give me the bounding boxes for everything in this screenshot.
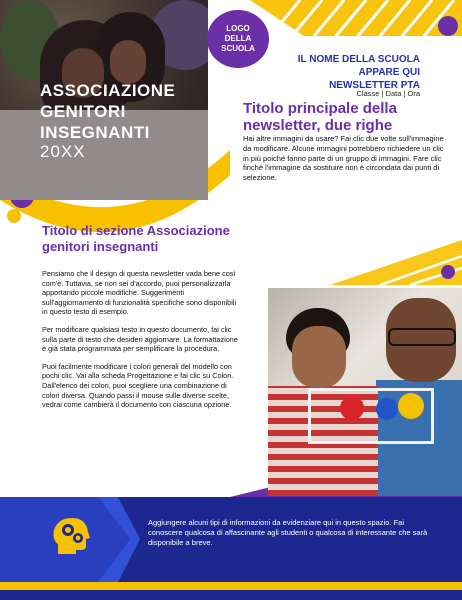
school-line: NEWSLETTER PTA	[329, 80, 420, 91]
pta-title-line: INSEGNANTI	[40, 123, 150, 142]
school-line: IL NOME DELLA SCUOLA	[297, 54, 420, 65]
section-body	[42, 269, 242, 418]
school-logo	[207, 10, 269, 68]
logo-line: LOGO	[226, 24, 250, 33]
school-name	[270, 53, 420, 92]
mid-stripes	[330, 240, 462, 285]
students-photo	[268, 288, 462, 496]
pta-title-line: GENITORI	[40, 102, 126, 121]
main-article-title: Titolo principale della newsletter, due righe	[243, 100, 397, 134]
top-stripes	[250, 0, 462, 36]
class-date-time: Classe | Data | Ora	[356, 89, 420, 98]
section-paragraph: Puoi facilmente modificare i colori generali del modello con pochi clic. Vai alla scheda Progettazione e fai clic su Colori. Dall'elenco dei colori, puoi scegliere una combinazione di colori diversa. Quando passi il mouse sulle diverse scelte, vedrai come cambierà il documento con ciascuna opzione.	[42, 361, 234, 410]
head-gears-icon	[50, 514, 94, 558]
section-title: Titolo di sezione Associazione genitori insegnanti	[42, 223, 230, 254]
footer-text: Aggiungere alcuni tipi di informazioni da evidenziare qui in questo spazio. Fai conoscere qualcosa di affascinante agli studenti o qualcosa di interessante che sarà disponibile a breve.	[148, 518, 428, 547]
school-line: APPARE QUI	[358, 67, 420, 78]
section-paragraph: Pensiamo che il design di questa newsletter vada bene così com'è. Tuttavia, se non sei d'accordo, puoi personalizzarla apportando piccole modifiche. Suggerimenti sull'aggiornamento di funzionalità specifiche sono disponibili in questo testo di esempio.	[42, 269, 237, 317]
logo-line: SCUOLA	[221, 44, 255, 53]
footer-stripe	[0, 582, 462, 590]
pta-title	[40, 80, 175, 143]
section-paragraph: Per modificare qualsiasi testo in questo documento, fai clic sulla parte di testo che desideri aggiornare. La formattazione è già stata programmata per semplificare la procedura.	[42, 324, 238, 354]
logo-line: DELLA	[224, 34, 252, 43]
purple-dot	[438, 16, 458, 36]
pta-title-line: ASSOCIAZIONE	[40, 81, 176, 100]
pta-year: 20XX	[40, 142, 86, 161]
main-article-body: Hai altre immagini da usare? Fai clic due volte sull'immagine da modificare. Alcune immagini potrebbero richiedere un clic in più poiché fanno parte di un gruppo di immagini. Fare clic finché l'immagine da sostituire non è circondata dai punti di selezione.	[243, 134, 444, 183]
